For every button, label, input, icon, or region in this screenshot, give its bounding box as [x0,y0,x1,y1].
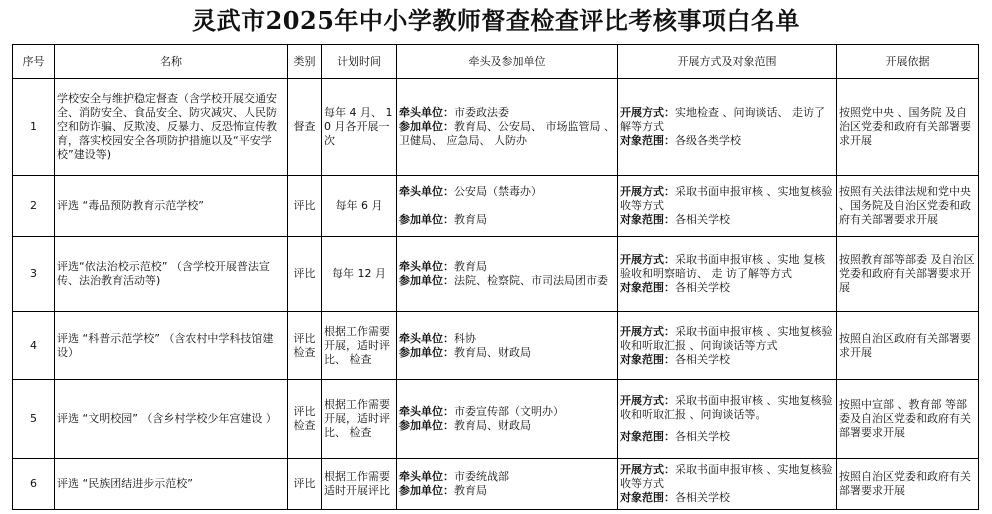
table-row [13,380,979,459]
row-category: 督查 [288,79,322,176]
row-units [397,176,618,237]
row-name: 评选 “科普示范学校” （含农村中学科技馆建设） [55,312,288,380]
row-method [618,237,837,312]
row-units [397,312,618,380]
row-time: 每年 12 月 [322,237,397,312]
row-category: 评比检查 [288,312,322,380]
scope-label: 对象范围： [620,491,675,504]
method-label: 开展方式： [620,253,675,266]
row-name: 评选 “毒品预防教育示范学校” [55,176,288,237]
scope-text: 各相关学校 [675,352,730,366]
row-category: 评比 [288,176,322,237]
method-label: 开展方式： [620,185,675,198]
participants-label: 参加单位： [399,484,454,497]
table-row [13,459,979,510]
row-method [618,459,837,510]
row-name: 学校安全与维护稳定督查（含学校开展交通安全、消防安全、食品安全、防灾减灾、人民防空和防诈骗、反欺凌、反暴力、反恐怖宣传教育，落实校园安全各项防护措施以及“平安学校”建设等) [55,79,288,176]
method-text: 采取书面申报审核 、实地复核验收和听取汇报 、问询谈话等。 [620,394,833,421]
scope-label: 对象范围： [620,213,675,226]
row-name: 评选 “民族团结进步示范校” [55,459,288,510]
row-basis: 按照自治区政府有关部署要求开展 [837,312,979,380]
scope-label: 对象范围： [620,281,675,294]
participant-units: 教育局、财政局 [454,419,531,432]
row-units [397,79,618,176]
row-basis: 按照有关法律法规和党中央 、国务院及自治区党委和政府有关部署要求开展 [837,176,979,237]
scope-text: 各相关学校 [675,491,730,504]
method-label: 开展方式： [620,394,675,407]
row-category: 评比 [288,237,322,312]
scope-label: 对象范围： [620,430,675,443]
scope-text: 各相关学校 [675,281,730,294]
scope-label: 对象范围： [620,352,675,366]
whitelist-table [12,44,979,510]
col-header-units: 牵头及参加单位 [397,45,618,79]
row-category: 评比检查 [288,380,322,459]
method-text: 采取书面申报审核 、实地 复核验收和明察暗访、 走 访了解等方式 [620,253,825,280]
row-index: 4 [13,312,55,380]
participant-units: 教育局 [454,213,487,226]
lead-label: 牵头单位： [399,260,454,273]
row-name: 评选“依法治校示范校” （含学校开展普法宣传、法治教育活动等) [55,237,288,312]
lead-unit: 市委宣传部（文明办） [454,405,564,418]
row-index: 6 [13,459,55,510]
col-header-category: 类别 [288,45,322,79]
lead-label: 牵头单位： [399,106,454,119]
participant-units: 教育局、财政局 [454,345,531,359]
scope-text: 各相关学校 [675,430,730,443]
header-row [13,45,979,79]
table-row [13,237,979,312]
row-units [397,380,618,459]
participants-label: 参加单位： [399,213,454,226]
participants-label: 参加单位： [399,120,454,133]
table-row [13,79,979,176]
lead-label: 牵头单位： [399,405,454,418]
row-time: 每年 4 月、 10 月各开展一次 [322,79,397,176]
row-index: 5 [13,380,55,459]
row-index: 1 [13,79,55,176]
row-time: 每年 6 月 [322,176,397,237]
row-index: 2 [13,176,55,237]
row-time: 根据工作需要适时开展评比 [322,459,397,510]
document-title: 灵武市2025年中小学教师督查检查评比考核事项白名单 [192,6,800,35]
row-name: 评选 “文明校园” （含乡村学校少年宫建设 ） [55,380,288,459]
col-header-method: 开展方式及对象范围 [618,45,837,79]
row-method [618,79,837,176]
scope-label: 对象范围： [620,134,675,147]
row-time: 根据工作需要开展，适时评比、 检查 [322,312,397,380]
participant-units: 法院、检察院、市司法局团市委 [454,274,608,287]
row-units [397,237,618,312]
col-header-time: 计划时间 [322,45,397,79]
row-basis: 按照中宣部 、教育部 等部委及自治区党委和政府有关部署要求开展 [837,380,979,459]
participants-label: 参加单位： [399,419,454,432]
col-header-name: 名称 [55,45,288,79]
scope-text: 各级各类学校 [675,134,741,147]
table-row [13,312,979,380]
table-row [13,176,979,237]
scope-text: 各相关学校 [675,213,730,226]
method-text: 采取书面申报审核 、实地复核验收等方式 [620,463,833,490]
row-time: 根据工作需要开展，适时评比、 检查 [322,380,397,459]
method-text: 实地检查 、问询谈话、 走访了解等方式 [620,106,825,133]
lead-unit: 市委统战部 [454,470,509,483]
lead-label: 牵头单位： [399,470,454,483]
participants-label: 参加单位： [399,345,454,359]
col-header-basis: 开展依据 [837,45,979,79]
row-basis: 按照自治区党委和政府有关部署要求开展 [837,459,979,510]
row-basis: 按照党中央 、国务院 及自治区党委和政府有关部署要求开展 [837,79,979,176]
lead-label: 牵头单位： [399,331,454,345]
participants-label: 参加单位： [399,274,454,287]
row-method [618,312,837,380]
lead-unit: 市委政法委 [454,106,509,119]
method-label: 开展方式： [620,324,675,338]
method-label: 开展方式： [620,106,675,119]
lead-unit: 教育局 [454,260,487,273]
row-units [397,459,618,510]
row-index: 3 [13,237,55,312]
lead-label: 牵头单位： [399,185,454,198]
method-text: 采取书面申报审核 、实地复核验收和听取汇报 、问询谈话等方式 [620,324,833,352]
method-text: 采取书面申报审核 、实地复核验收等方式 [620,185,833,212]
lead-unit: 科协 [454,331,476,345]
lead-unit: 公安局（禁毒办） [454,185,542,198]
row-method [618,380,837,459]
method-label: 开展方式： [620,463,675,476]
row-method [618,176,837,237]
row-basis: 按照教育部等部委 及自治区党委和政府有关部署要求开 展 [837,237,979,312]
participant-units: 教育局、公安局、 市场监管局 、卫健局、 应急局、 人防办 [399,120,615,147]
col-header-index: 序号 [13,45,55,79]
participant-units: 教育局 [454,484,487,497]
row-category: 评比 [288,459,322,510]
